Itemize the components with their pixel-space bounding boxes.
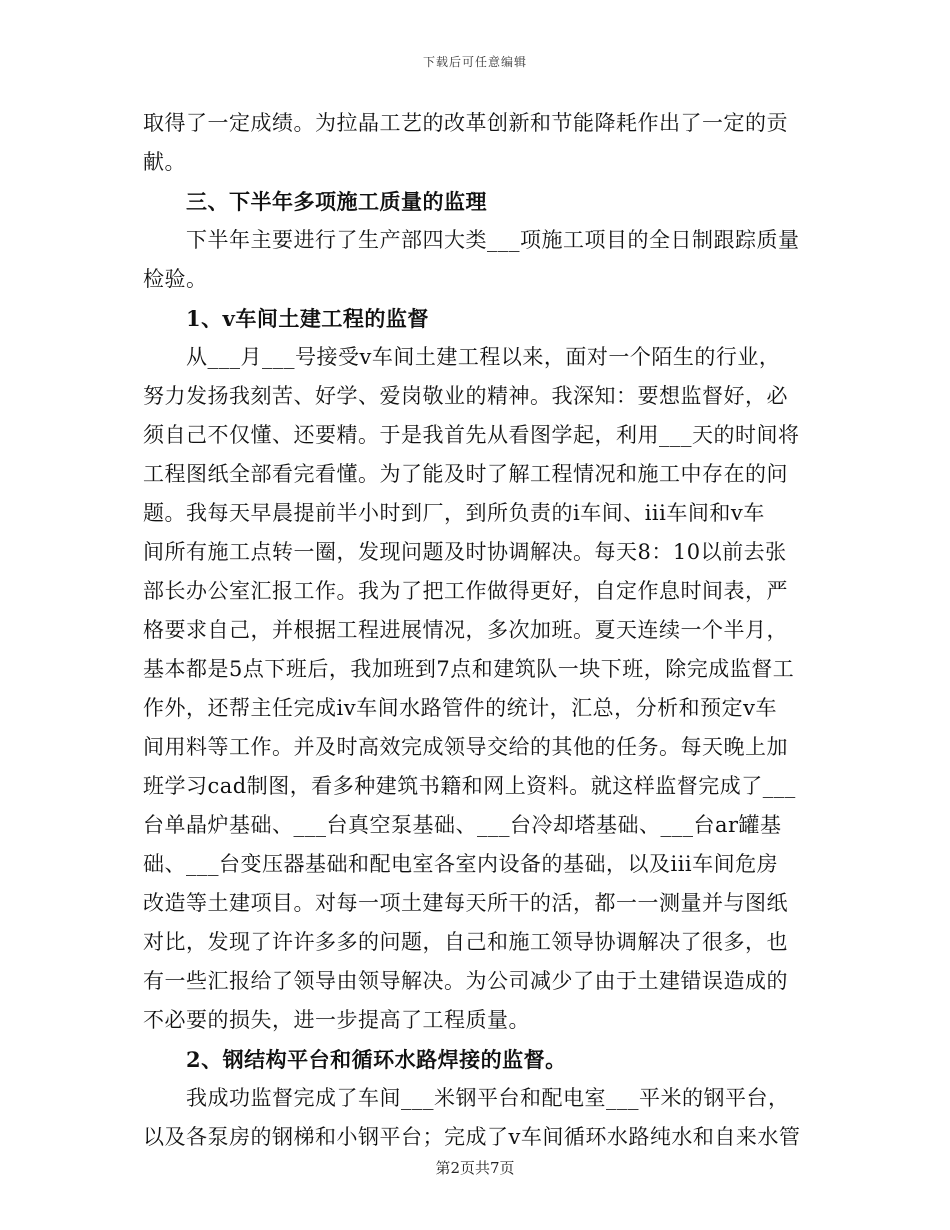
subsection-heading: 1、v车间土建工程的监督 xyxy=(186,306,429,331)
body-line: 间所有施工点转一圈，发现问题及时协调解决。每天8：10以前去张 xyxy=(143,540,787,564)
paragraph-first-line: 我成功监督完成了车间___米钢平台和配电室___平米的钢平台， xyxy=(186,1086,790,1110)
body-line: 部长办公室汇报工作。我为了把工作做得更好，自定作息时间表，严 xyxy=(143,579,788,603)
body-line: 班学习cad制图，看多种建筑书籍和网上资料。就这样监督完成了___ xyxy=(143,774,796,798)
body-line: 努力发扬我刻苦、好学、爱岗敬业的精神。我深知：要想监督好，必 xyxy=(143,384,788,408)
paragraph-first-line: 下半年主要进行了生产部四大类___项施工项目的全日制跟踪质量 xyxy=(186,228,800,252)
body-line: 工程图纸全部看完看懂。为了能及时了解工程情况和施工中存在的问 xyxy=(143,462,788,486)
paragraph-first-line: 从___月___号接受v车间土建工程以来，面对一个陌生的行业， xyxy=(186,345,781,369)
body-line: 不必要的损失，进一步提高了工程质量。 xyxy=(143,1008,530,1032)
body-line: 基本都是5点下班后，我加班到7点和建筑队一块下班，除完成监督工 xyxy=(143,657,795,681)
body-line: 取得了一定成绩。为拉晶工艺的改革创新和节能降耗作出了一定的贡 xyxy=(143,111,788,135)
body-line: 础、___台变压器基础和配电室各室内设备的基础，以及iii车间危房 xyxy=(143,852,779,876)
body-line: 以及各泵房的钢梯和小钢平台；完成了v车间循环水路纯水和自来水管 xyxy=(143,1125,801,1149)
body-line: 有一些汇报给了领导由领导解决。为公司减少了由于土建错误造成的 xyxy=(143,969,788,993)
body-line: 献。 xyxy=(143,150,186,174)
body-line: 改造等土建项目。对每一项土建每天所干的活，都一一测量并与图纸 xyxy=(143,891,788,915)
body-line: 须自己不仅懂、还要精。于是我首先从看图学起，利用___天的时间将 xyxy=(143,423,800,447)
body-line: 作外，还帮主任完成iv车间水路管件的统计，汇总，分析和预定v车 xyxy=(143,696,777,720)
page-number: 第2页共7页 xyxy=(435,1159,515,1177)
subsection-heading: 2、钢结构平台和循环水路焊接的监督。 xyxy=(186,1047,567,1072)
page-header-note: 下载后可任意编辑 xyxy=(422,55,527,69)
body-line: 间用料等工作。并及时高效完成领导交给的其他的任务。每天晚上加 xyxy=(143,735,788,759)
document-body xyxy=(143,104,811,1157)
body-line: 台单晶炉基础、___台真空泵基础、___台冷却塔基础、___台ar罐基 xyxy=(143,813,782,837)
body-line: 检验。 xyxy=(143,267,208,291)
body-line: 格要求自己，并根据工程进展情况，多次加班。夏天连续一个半月， xyxy=(143,618,788,642)
body-line: 题。我每天早晨提前半小时到厂，到所负责的i车间、iii车间和v车 xyxy=(143,501,765,525)
body-line: 对比，发现了许许多多的问题，自己和施工领导协调解决了很多，也 xyxy=(143,930,788,954)
section-heading: 三、下半年多项施工质量的监理 xyxy=(186,189,487,214)
